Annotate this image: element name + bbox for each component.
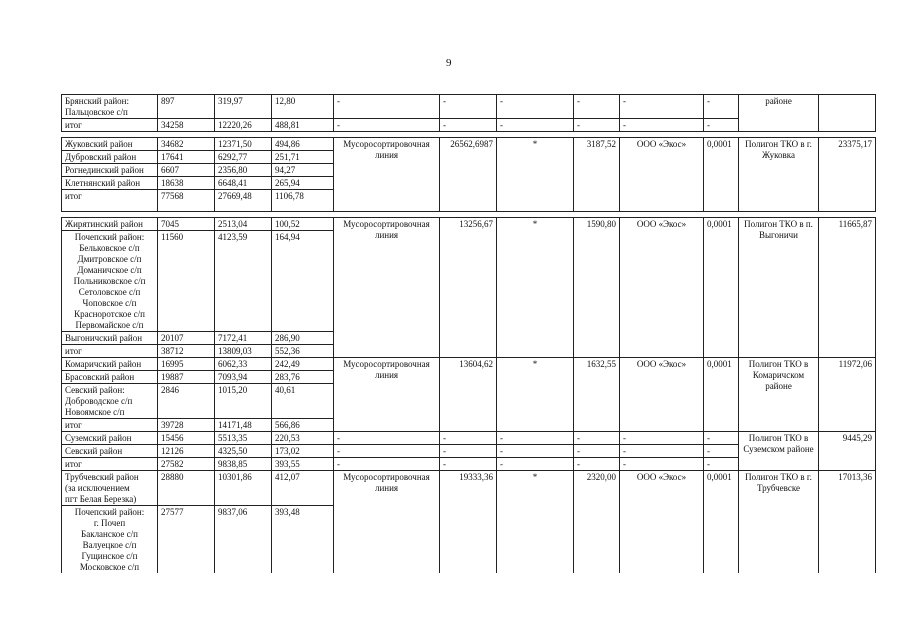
facility-cell: Мусоросортировочная линия <box>334 471 440 574</box>
table-row: Брянский район: Пальцовское с/п 897 319,97 12,80 - - - - - - районе <box>62 95 876 119</box>
capacity-cell: 26562,6987 <box>440 138 497 212</box>
page-number: 9 <box>446 57 452 69</box>
mass-cell: 319,97 <box>215 95 272 119</box>
operator-cell: ООО «Экос» <box>620 358 704 432</box>
table-row: Севский район: Доброводское с/п Новоямское с/п 2846 1015,20 40,61 <box>62 384 876 419</box>
table-row: Севский район 12126 4325,50 173,02 - - - - - - <box>62 445 876 458</box>
table-row: Комаричский район 16995 6062,33 242,49 Мусоросортировочная линия 13604,62 * 1632,55 ООО «Экос» 0,0001 Полигон ТКО в Комаричском районе 11972,06 <box>62 358 876 371</box>
row-name: Севский район: Доброводское с/п Новоямское с/п <box>62 384 158 419</box>
operator-cell: ООО «Экос» <box>620 471 704 574</box>
total-row: итог 38712 13809,03 552,36 <box>62 345 876 358</box>
table-row: Выгоничский район 20107 7172,41 286,90 <box>62 332 876 345</box>
site-cell: Полигон ТКО в г. Жуковка <box>739 138 819 212</box>
amount-cell: 11972,06 <box>819 358 876 432</box>
table-row: Клетнянский район 18638 6648,41 265,94 <box>62 177 876 190</box>
operator-cell: ООО «Экос» <box>620 138 704 212</box>
amount-cell: 9445,29 <box>819 432 876 471</box>
table-row: Суземский район 15456 5513,35 220,53 - - - - - - Полигон ТКО в Суземском районе 9445,29 <box>62 432 876 445</box>
table-row: Почепский район: Бельковское с/п Дмитровское с/п Доманичское с/п Польниковское с/п Сетоловское с/п Чоповское с/п Красноротское с/п Первомайское с/п 11560 4123,59 164,94 <box>62 231 876 332</box>
operator-cell: ООО «Экос» <box>620 218 704 358</box>
total-row: итог 39728 14171,48 566,86 <box>62 419 876 432</box>
site-cell: Полигон ТКО в Суземском районе <box>739 432 819 471</box>
waste-table <box>61 94 876 573</box>
amount-cell: 23375,17 <box>819 138 876 212</box>
amount-cell: 17013,36 <box>819 471 876 574</box>
total-row: итог 77568 27669,48 1106,78 <box>62 190 876 212</box>
table-row: Жирятинский район 7045 2513,04 100,52 Мусоросортировочная линия 13256,67 * 1590,80 ООО «Экос» 0,0001 Полигон ТКО в п. Выгоничи 11665,87 <box>62 218 876 231</box>
table-row: Трубчевский район (за исключением пгт Белая Березка) 28880 10301,86 412,07 Мусоросортировочная линия 19333,36 * 2320,00 ООО «Экос» 0,0001 Полигон ТКО в г. Трубчевске 17013,36 <box>62 471 876 506</box>
row-name: Брянский район: Пальцовское с/п <box>62 95 158 119</box>
facility-cell: Мусоросортировочная линия <box>334 138 440 212</box>
capacity-cell: 13604,62 <box>440 358 497 432</box>
amount-cell: 11665,87 <box>819 218 876 358</box>
population-cell: 897 <box>158 95 215 119</box>
total-row: итог 34258 12220,26 488,81 - - - - - - <box>62 119 876 132</box>
site-cell: Полигон ТКО в г. Трубчевске <box>739 471 819 574</box>
site-cell: Полигон ТКО в Комаричском районе <box>739 358 819 432</box>
facility-cell: Мусоросортировочная линия <box>334 358 440 432</box>
table-row: Брасовский район 19887 7093,94 283,76 <box>62 371 876 384</box>
table-row: Жуковский район 34682 12371,50 494,86 Мусоросортировочная линия 26562,6987 * 3187,52 ООО «Экос» 0,0001 Полигон ТКО в г. Жуковка 23375,17 <box>62 138 876 151</box>
row-name: Почепский район: г. Почеп Бакланское с/п Валуецкое с/п Гущинское с/п Московское с/п <box>62 506 158 574</box>
site-cell: районе <box>739 95 819 132</box>
capacity-cell: 13256,67 <box>440 218 497 358</box>
facility-cell: Мусоросортировочная линия <box>334 218 440 358</box>
site-cell: Полигон ТКО в п. Выгоничи <box>739 218 819 358</box>
row-name: Трубчевский район (за исключением пгт Белая Березка) <box>62 471 158 506</box>
table-row: Дубровский район 17641 6292,77 251,71 <box>62 151 876 164</box>
total-row: итог 27582 9838,85 393,55 - - - - - - <box>62 458 876 471</box>
table-row: Почепский район: г. Почеп Бакланское с/п Валуецкое с/п Гущинское с/п Московское с/п 27577 9837,06 393,48 <box>62 506 876 574</box>
table-row: Рогнединский район 6607 2356,80 94,27 <box>62 164 876 177</box>
value-cell: 12,80 <box>272 95 334 119</box>
capacity-cell: 19333,36 <box>440 471 497 574</box>
row-name: Почепский район: Бельковское с/п Дмитровское с/п Доманичское с/п Польниковское с/п Сетоловское с/п Чоповское с/п Красноротское с/п Первомайское с/п <box>62 231 158 332</box>
